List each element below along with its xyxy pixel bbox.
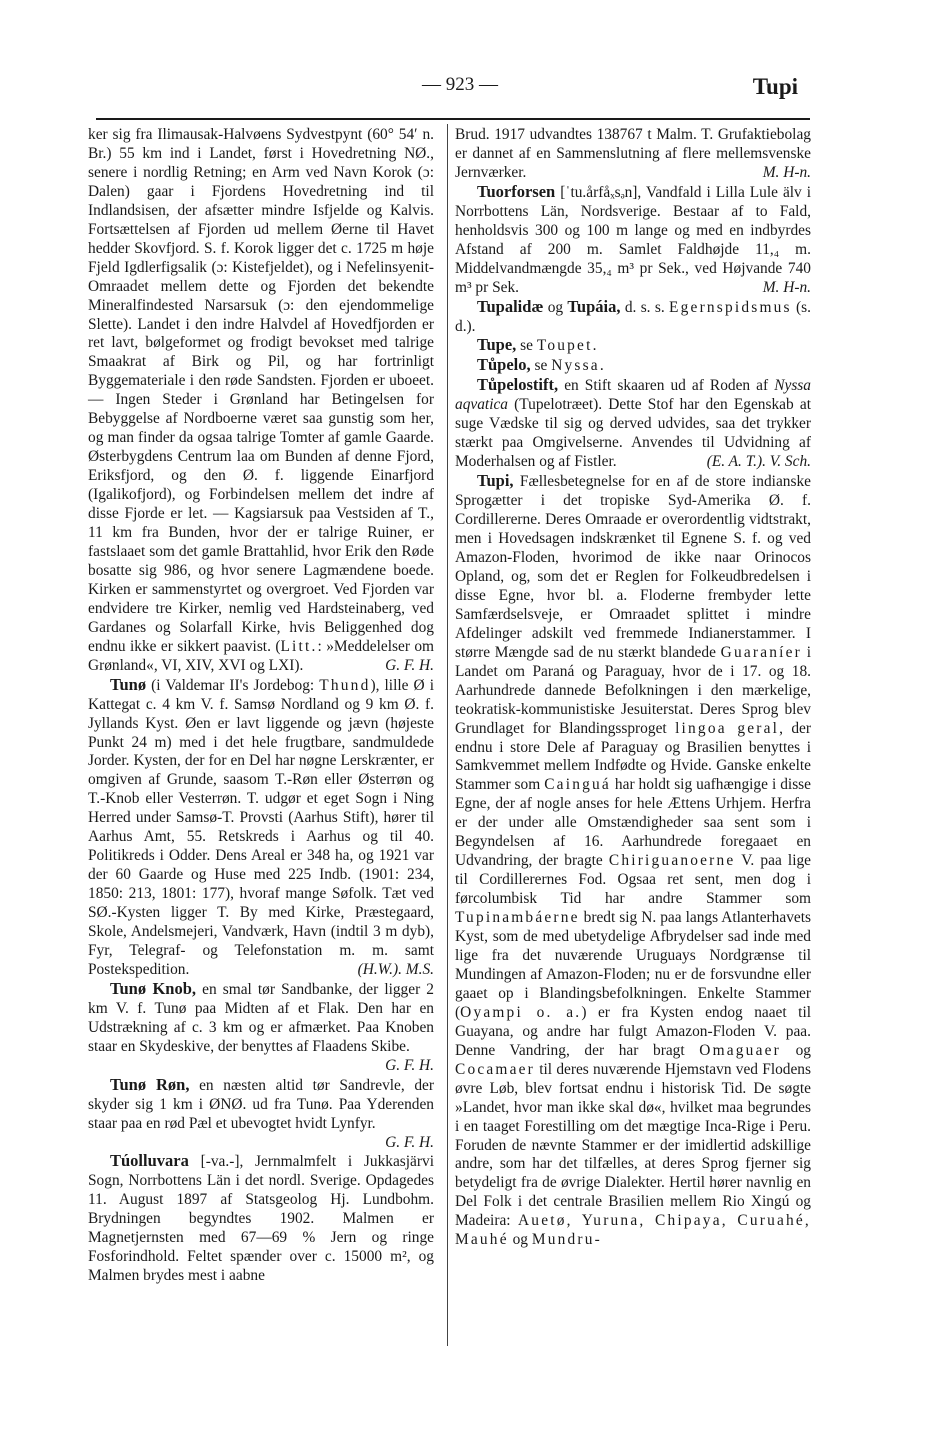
entry-continuation — [88, 126, 434, 676]
body-text: en næsten altid tør Sandrevle, der skyder sig 1 km i ØNØ. ud fra Tunø. Paa Yderenden staar paa en rød Pæl et ubevogtet hvidt Lynfyr. — [88, 1076, 434, 1132]
author-signature: G. F. H. — [385, 1133, 434, 1151]
left-column — [88, 126, 434, 1286]
spaced-text: Egernspidsmus — [669, 298, 792, 316]
entry-tupi — [455, 472, 811, 1250]
header-rule — [96, 118, 810, 120]
body-text: har holdt sig uafhængige i disse Egne, der af nogle anses for hele Ættens Urhjem. Herfra er der under alle Omstændigheder saa sent som i Begyndelsen af 16. Aarhundrede foregaaet en Udvandring, der bragte — [455, 776, 811, 870]
headword: Tupi, — [477, 471, 514, 491]
spaced-text: lingoa geral — [675, 719, 780, 737]
body-text: til deres nuværende Hjemstavn ved Flodens øvre Løb, blev fortsat endnu i historisk Tid. De søgte »Landet, hvor man ikke skal dø«, hvilket maa begrundes i en taaget Forestilling om det mægtige Inca-Rige i Peru. Foruden de nævnte Stammer er der imidlertid adskillige andre, som har det tilfælles, at deres Sprog fjerner sig betydeligt fra de øvrige Dialekter. Hertil hører navnlig en Del Folk i det centrale Brasilien mellem Rio Xingú og Madeira: — [455, 1060, 811, 1230]
entry-tuno-knob — [88, 980, 434, 1076]
spaced-text: Nyssa — [551, 357, 600, 375]
spaced-text: Tupinambáerne — [455, 909, 580, 927]
headword: Tuorforsen — [477, 181, 556, 201]
column-divider — [447, 124, 448, 1346]
body-text: Fællesbetegnelse for en af de store indianske Sprogætter i det tropiske Syd-Amerika Ø. f. Cordillererne. Deres Omraade er overordentlig vidtstrakt, men i Hovedsagen indskrænket til Egnene S. f. og ved Amazon-Floden, hvorimod de ikke naar Orinocos Opland, og, som det er Reglen for Folkeudbredelsen i disse Egne, hvor bl. a. Floderne frembyder lette Samfærdselsveje, er Omraadet splittet i mindre Afdelinger adskilt ved fremmede Indianerstammer. I større Mængde sad de nu stærkt blandede — [455, 473, 811, 661]
body-text: en smal tør Sandbanke, der ligger 2 km V. f. Tunø paa Midten af et Flak. Den har en Udstrækning af c. 3 km og er afmærket. Paa Knoben staar en Skydeskive, der benyttes af Flaadens Skibe. — [88, 980, 435, 1055]
body-text: Brud. 1917 udvandtes 138767 t Malm. T. Grufaktiebolag er dannet af en Sammenslutning af flere mellemsvenske Jernværker. — [455, 126, 811, 181]
body-text: , der endnu i store Dele af Paraguay og Brasilien benyttes i Samkvemmet mellem Indfødte og Hvide. Ganske enkelte Stammer som — [455, 719, 811, 794]
spaced-text: Omaguaer — [699, 1041, 781, 1059]
body-text: en Stift skaaren ud af Roden af — [558, 377, 775, 395]
headword: Túolluvara — [110, 1151, 189, 1171]
body-text: : »Meddelelser om Grønland«, VI, XIV, XVI og LXI). — [88, 637, 435, 674]
entry-tuno — [88, 676, 434, 980]
headword: Tunø — [110, 674, 147, 694]
body-text: i Landet om Paraná og Paraguay, hvor de i 17. og 18. Aarhundrede dannede Befolkningen i den mærkelige, teokratisk-kommunistiske Jesuiterstat. Deres Sprog blev Grundlaget for Blandingssproget — [455, 643, 811, 737]
spaced-text: Toupet — [536, 337, 593, 355]
entry-tupalidae — [455, 298, 811, 337]
author-signature: M. H-n. — [762, 278, 811, 296]
headword: Tupe, — [477, 335, 517, 355]
body-text: bredt sig N. paa langs Atlanterhavets Kyst, som de med ubetydelige Afbrydelser sad inde med lige fra det nuværende Uruguays Nordgrænse til Mundingen af Amazon-Floden; nu er de forsvundne eller gaaet op i Blandingsbefolkningen. Enkelte Stammer ( — [455, 909, 811, 1021]
body-text: [ˈtu.årfåₓsₔn], Vandfald i Lilla Lule älv i Norrbottens Län, Nordsverige. Bestaar af to Fald, henholdsvis 300 og 100 m lange og med en indbyrdes Afstand af 200 m. Samlet Faldhøjde 11,₄ m. Middelvandmængde 35,₄ m³ pr Sek., ved Højvande 740 m³ pr Sek. — [455, 183, 811, 296]
spaced-text: Thund — [319, 676, 371, 694]
right-column — [455, 126, 811, 1250]
entry-tupelostift — [455, 376, 811, 472]
spaced-text: Oyampi o. a. — [460, 1003, 582, 1021]
entry-tuolluvara — [88, 1152, 434, 1286]
spaced-text: Litt. — [280, 637, 318, 655]
headword: Tunø Røn, — [110, 1074, 190, 1094]
author-signature: (H.W.). M.S. — [357, 960, 434, 978]
page-number: — 923 — — [422, 74, 498, 95]
body-text: ), lille Ø i Kattegat c. 4 km V. f. Samsø Nordland og 9 km Ø. f. Jyllands Kyst. Øen er lavt liggende og jævn (højeste Punkt 24 m) med i det hele frugtbare, sandmuldede Jorder. Kysten, der for en Del har nøgne Lerskrænter, er omgiven af Grunde, saasom T.-Røn eller Østerrøn og T.-Knob eller Vesterrøn. T. udgør et eget Sogn i Ning Herred under Samsø-T. Provsti (Aarhus Stift), hører til Aarhus Amt, 55. Retskreds i Aarhus og til 40. Politikreds i Odder. Dens Areal er 348 ha, og 1921 var der 60 Gaarde og Huse med 225 Indb. (1901: 234, 1850: 213, 1801: 177), hvoraf mange Søfolk. Tæt ved SØ.-Kysten ligger T. By med Kirke, Præstegaard, Skole, Andelsmejeri, Vandværk, Havn (indtil 3 m dyb), Fyr, Telegraf- og Telefonstation m. m. samt Postekspedition. — [88, 676, 434, 978]
body-text: . — [592, 337, 597, 355]
author-signature: M. H-n. — [762, 163, 811, 181]
body-text: d. s. s. — [620, 298, 670, 316]
spaced-text: Guaraníer — [720, 643, 802, 661]
headword: Tůpelo, — [477, 355, 531, 375]
body-text: se — [516, 337, 537, 355]
body-text: se — [530, 357, 552, 375]
body-text: (i Valdemar II's Jordebog: — [146, 676, 320, 694]
spaced-text: Chiriguanoerne — [608, 852, 736, 870]
author-signature: (E. A. T.). V. Sch. — [706, 453, 811, 471]
body-text: V. paa lige til Cordillerernes Fod. Ogsaa ret sent, men dog i førcolumbisk Tid har andre Stammer som — [455, 852, 811, 908]
author-signature: G. F. H. — [385, 656, 434, 674]
body-text: (s. d.). — [455, 298, 811, 335]
spaced-text: Auetø, Yuruna, Chipaya, Curuahé, Mauhé — [455, 1212, 811, 1249]
spaced-text: Mundru- — [531, 1231, 602, 1249]
headword: Tunø Knob, — [110, 978, 197, 998]
body-text: ) er fra Kysten endog naaet til Guayana, og andre har fulgt Amazon-Floden V. paa. Denne Vandring, der har bragt — [455, 1003, 811, 1059]
spaced-text: Cainguá — [544, 776, 611, 794]
spaced-text: Cocamaer — [455, 1060, 535, 1078]
italic-text: Nyssa aqvatica — [455, 377, 811, 414]
running-head: Tupi — [752, 74, 798, 99]
body-text: og — [508, 1231, 532, 1249]
entry-tuorforsen — [455, 183, 811, 298]
headword: Tupáia, — [567, 296, 621, 316]
body-text: og — [543, 298, 568, 316]
body-text: og — [780, 1041, 811, 1059]
author-signature: G. F. H. — [385, 1056, 434, 1074]
body-text: [-va.-], Jernmalmfelt i Jukkasjärvi Sogn, Norrbottens Län i det nordl. Sverige. Opdagedes 11. August 1897 af Statsgeolog Hj. Lundbohm. Brydningen begyndtes 1902. Malmen er Magnetjernsten med 67—69 % Jern og ringe Fosforindhold. Feltet spænder over c. 15000 m², og Malmen brydes mest i aabne — [88, 1153, 434, 1285]
entry-tupe — [455, 336, 811, 356]
body-text: (Tupelotræet). Dette Stof har den Egenskab at suge Vædske til sig og derved udvides, saa det trykker stærkt paa Omgivelserne. Anvendes til Udvidning af Moderhalsen og af Fistler. — [455, 396, 811, 471]
headword: Tůpelostift, — [477, 375, 559, 395]
entry-continuation — [455, 126, 811, 183]
body-text: . — [599, 357, 604, 375]
body-text: ker sig fra Ilimausak-Halvøens Sydvestpynt (60° 54′ n. Br.) 55 km ind i Landet, først i Hovedretning NØ., senere i nordlig Retning; en Arm ved Navn Korok (ɔ: Dalen) gaar i Fjordens Hovedretning ind til Indlandsisen, der afsætter mindre Isfjelde og Kalvis. Fortsættelsen af Fjorden ud mellem Øerne til Havet hedder Skovfjord. S. f. Korok ligger det c. 1725 m høje Fjeld Igdlerfigsalik (ɔ: Kistefjeldet), og i Nefelinsyenit-Omraadet mellem dette og Fjorden det bekendte Mineralfindested Narsarsuk (ɔ: den ejendommelige Slette). Landet i den indre Halvdel af Hovedfjorden er ret lavt, bølgeformet og frodigt bevokset med talrige Smaakrat af Birk og Pil, og har fortrinligt Byggemateriale i den røde Sandsten. Fjorden er uboeet. — Ingen Steder i Grønland har Betingelsen for Bebyggelse af Nordboerne været saa gunstig som her, og man finder da ogsaa talrige Tomter af gamle Gaarde. Østerbygdens Centrum laa om Bunden af denne Fjord, Eriksfjord, og den Ø. f. liggende Einarfjord (Igalikofjord), og Forbindelsen mellem det indre af disse Fjorde er let. — Kagsiarsuk paa Vestsiden af T., 11 km fra Bunden, hvor der er talrige Ruiner, er fastslaaet som det gamle Brattahlid, hvor Erik den Røde bosatte sig 986, og hvor senere Lagmændene boede. Kirken er sammenstyrtet og overgroet. Ved Fjorden var endvidere tre Kirker, nemlig ved Hardsteinaberg, ved Gardanes og Solarfall Kirke, hvis Beliggenhed dog endnu ikke er sikkert paavist. ( — [88, 126, 434, 655]
entry-tuno-ron — [88, 1076, 434, 1153]
headword: Tupalidæ — [477, 296, 544, 316]
entry-tupelo — [455, 356, 811, 376]
